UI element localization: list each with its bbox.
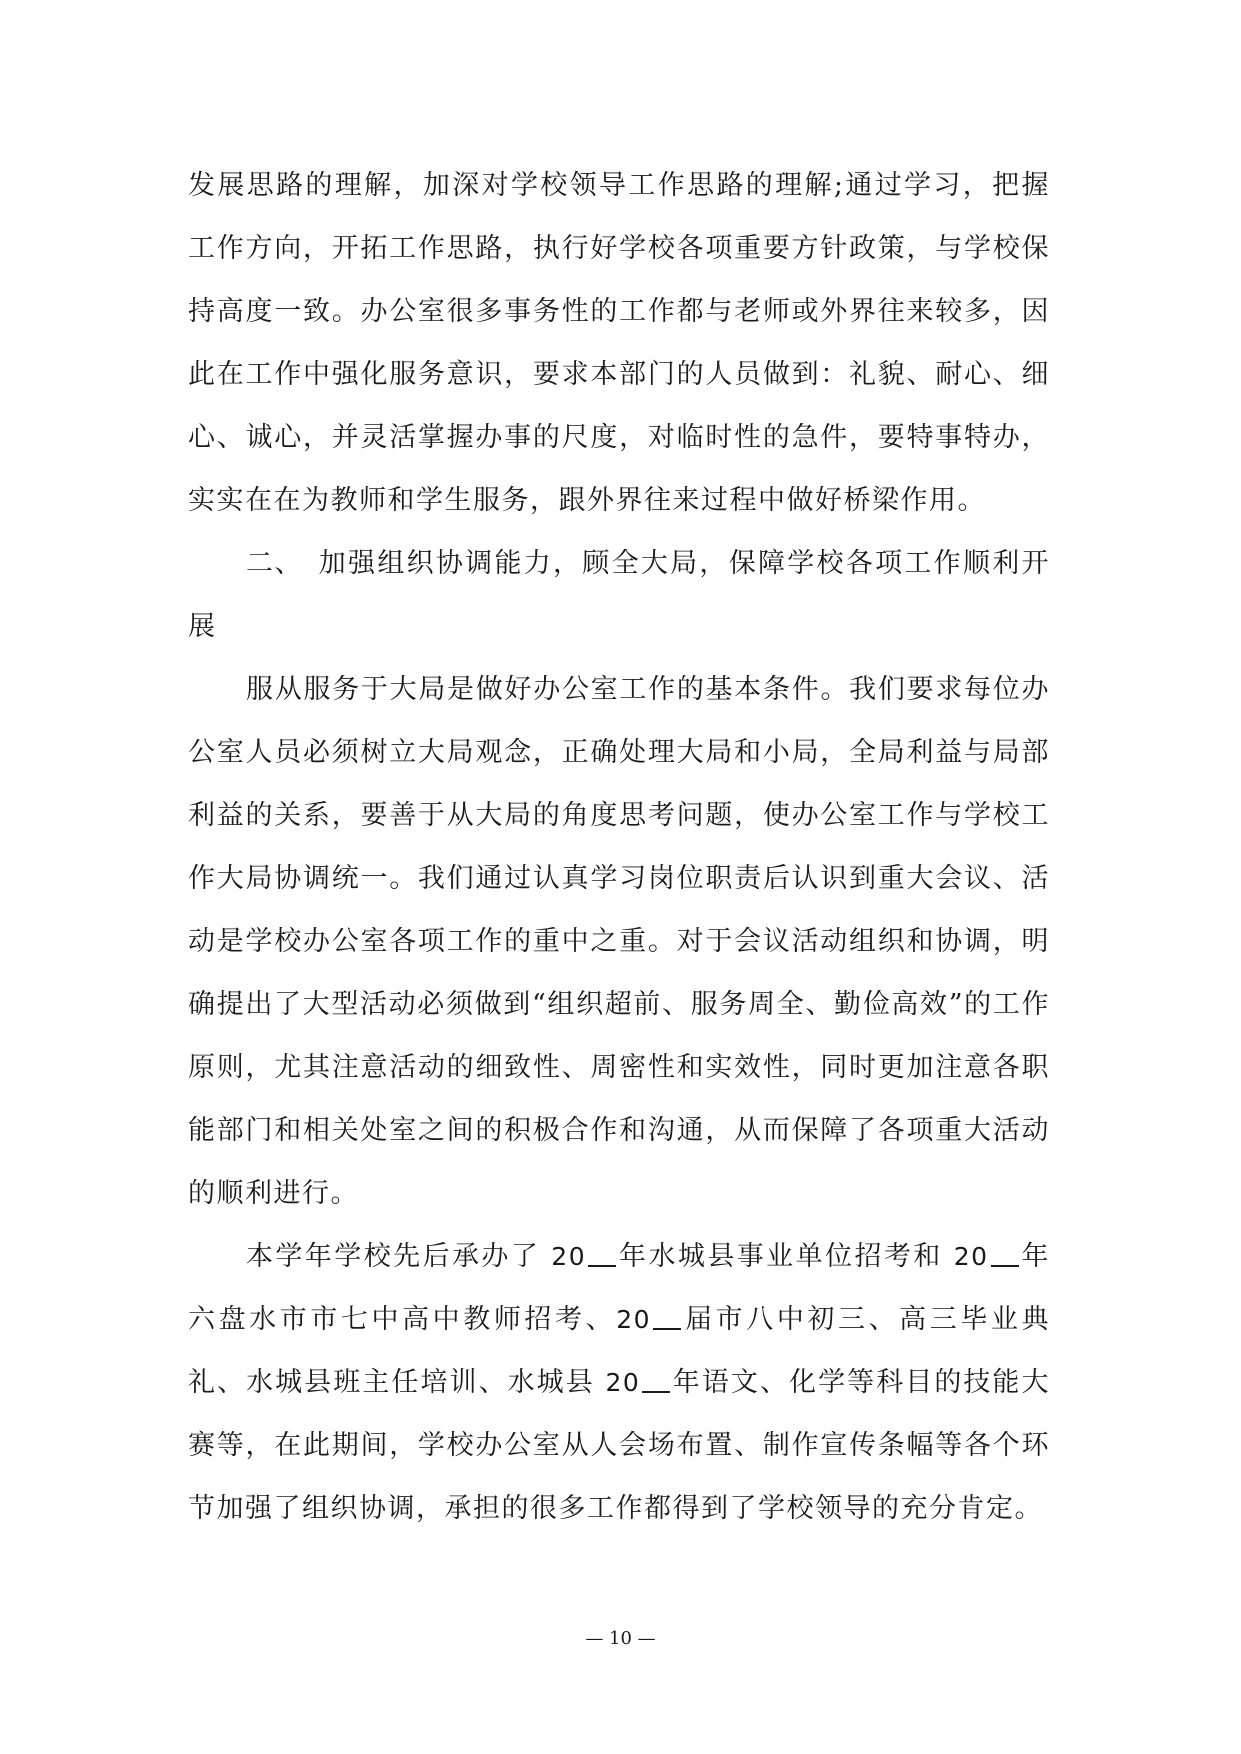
text-segment: 届市八中初三、高三毕业典礼、水城县班主任培训、水城县 <box>188 1304 1051 1398</box>
year-prefix: 20 <box>616 1305 651 1334</box>
year-prefix: 20 <box>551 1242 587 1271</box>
section-heading-number: 二、 <box>246 548 303 579</box>
text-segment: 年语文、化学等科目的技能大赛等，在此期间，学校办公室从人会场布置、制作宣传条幅等各个环节加强了组织协调，承担的很多工作都得到了学校领导的充分肯定。 <box>188 1367 1050 1524</box>
text-segment: 年六盘水市市七中高中教师招考、 <box>188 1241 1050 1335</box>
document-body <box>188 154 1050 1540</box>
text-segment: 年水城县事业单位招考和 <box>618 1241 954 1272</box>
blank-underline <box>653 1306 681 1330</box>
section-heading-text: 加强组织协调能力，顾全大局，保障学校各项工作顺利开展 <box>188 548 1050 642</box>
blank-underline <box>642 1369 670 1393</box>
year-prefix: 20 <box>605 1368 641 1397</box>
year-prefix: 20 <box>953 1242 989 1271</box>
paragraph-events <box>188 1225 1050 1540</box>
paragraph-overall-situation: 服从服务于大局是做好办公室工作的基本条件。我们要求每位办公室人员必须树立大局观念，正确处理大局和小局，全局利益与局部利益的关系，要善于从大局的角度思考问题，使办公室工作与学校工作大局协调统一。我们通过认真学习岗位职责后认识到重大会议、活动是学校办公室各项工作的重中之重。对于会议活动组织和协调，明确提出了大型活动必须做到“组织超前、服务周全、勤俭高效”的工作原则，尤其注意活动的细致性、周密性和实效性，同时更加注意各职能部门和相关处室之间的积极合作和沟通，从而保障了各项重大活动的顺利进行。 <box>188 674 1050 1209</box>
page-number: — 10 — <box>585 1628 656 1649</box>
blank-underline <box>588 1243 616 1267</box>
blank-underline <box>991 1243 1019 1267</box>
section-heading <box>188 532 1050 658</box>
text-segment: 本学年学校先后承办了 <box>246 1241 552 1272</box>
paragraph-continuation: 发展思路的理解，加深对学校领导工作思路的理解;通过学习，把握工作方向，开拓工作思路，执行好学校各项重要方针政策，与学校保持高度一致。办公室很多事务性的工作都与老师或外界往来较多，因此在工作中强化服务意识，要求本部门的人员做到：礼貌、耐心、细心、诚心，并灵活掌握办事的尺度，对临时性的急件，要特事特办，实实在在为教师和学生服务，跟外界往来过程中做好桥梁作用。 <box>188 170 1050 516</box>
